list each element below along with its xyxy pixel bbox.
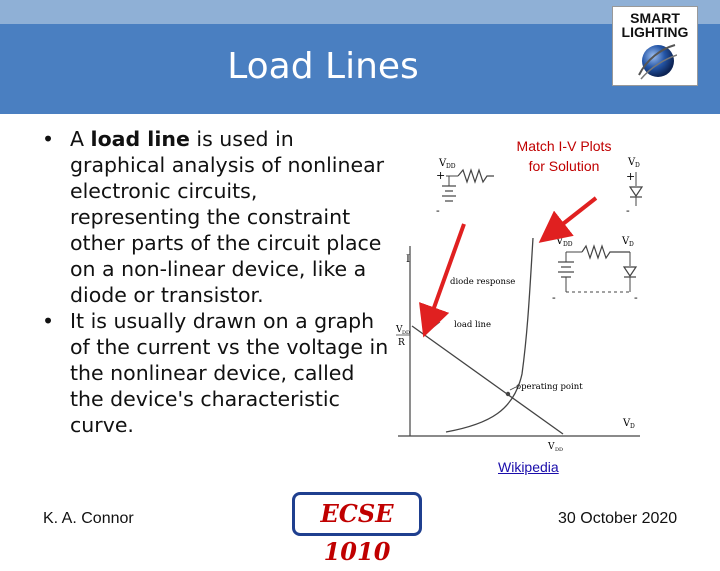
slide-title: Load Lines (227, 46, 419, 87)
full-source-subscript: DD (563, 241, 573, 248)
operating-point-marker (506, 392, 510, 396)
bullet-text-pre: A (70, 127, 91, 151)
logo-text-smart: SMART (630, 10, 680, 26)
operating-point-label: operating point (516, 382, 583, 392)
course-logo: ECSE 1010 (292, 492, 422, 536)
load-line-label: load line (454, 320, 491, 330)
circuit-source-subscript: DD (446, 163, 456, 170)
footer-date: 30 October 2020 (558, 510, 678, 527)
red-arrow-right (545, 198, 596, 238)
full-circuit (552, 236, 638, 304)
bullet-text: It is usually drawn on a graph of the current vs the voltage in the nonlinear device, called the device's characteristic curve. (70, 309, 389, 437)
diode-response-label: diode response (450, 277, 516, 287)
vdd-intercept-subscript: DD (555, 447, 564, 453)
vdd-intercept-label: V (548, 442, 555, 452)
match-annotation: Match I-V Plots for Solution (516, 138, 612, 174)
minus-label: - (634, 291, 638, 304)
circuit-source-label: V (439, 158, 447, 169)
iv-graph (395, 238, 640, 453)
bullet-marker: • (42, 127, 55, 151)
circuit-diode-subscript: D (635, 162, 640, 169)
vdd-over-r-subscript: DD (402, 330, 411, 336)
footer-author: K. A. Connor (43, 510, 134, 527)
full-diode-subscript: D (629, 241, 634, 248)
vdd-over-r-denominator: R (398, 338, 405, 348)
full-source-label: V (556, 236, 564, 247)
diode-circuit (626, 157, 642, 217)
current-axis-label: I (406, 254, 410, 265)
bullet-text-bold: load line (90, 127, 190, 151)
voltage-axis-label: V (623, 418, 631, 429)
plus-label: + (626, 170, 636, 183)
bullet-text-post: is used in graphical analysis of nonlinear electronic circuits, representing the constraint other parts of the circuit place on a non-linear device, like a diode or transistor. (70, 127, 385, 307)
resistor-icon (458, 170, 494, 182)
diode-icon (630, 187, 642, 196)
minus-label: - (436, 204, 440, 217)
bullet-marker: • (42, 309, 55, 333)
wikipedia-link[interactable]: Wikipedia (498, 459, 559, 475)
plus-label: + (436, 169, 446, 182)
minus-label: - (552, 291, 556, 304)
voltage-axis-subscript: D (630, 423, 635, 430)
source-circuit (436, 158, 494, 217)
vdd-over-r-label: V (396, 325, 403, 335)
circuit-diode-label: V (628, 157, 636, 168)
full-diode-label: V (622, 236, 630, 247)
diode-icon (624, 267, 636, 276)
minus-label: - (626, 204, 630, 217)
logo-text-lighting: LIGHTING (621, 24, 689, 40)
load-line (412, 326, 563, 434)
